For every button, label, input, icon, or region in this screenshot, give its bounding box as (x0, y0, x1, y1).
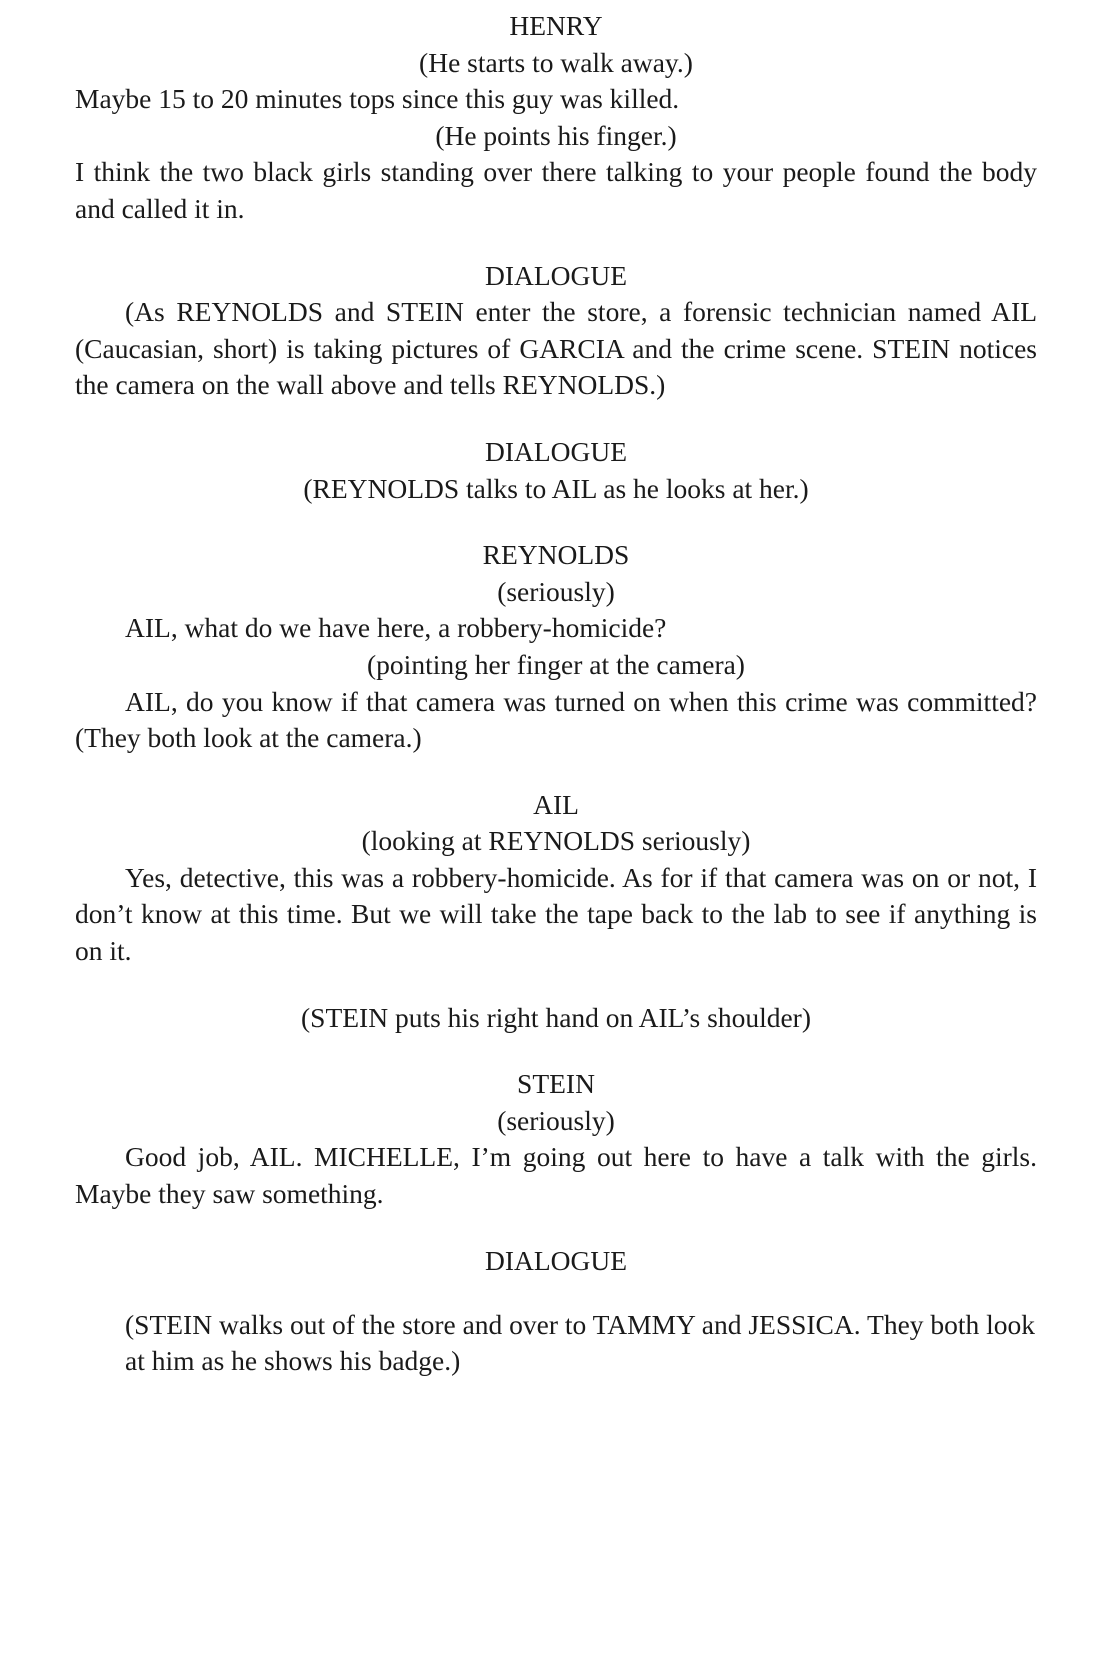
character-name-stein: STEIN (517, 1068, 595, 1100)
dialogue-line: Maybe 15 to 20 minutes tops since this guy was killed. (75, 83, 680, 115)
character-name-henry: HENRY (509, 10, 603, 41)
dialogue-line: AIL, what do we have here, a robbery-homicide? (125, 612, 667, 644)
parenthetical: (pointing her finger at the camera) (367, 648, 745, 680)
spacer (75, 507, 1037, 537)
parenthetical: (seriously) (497, 575, 615, 607)
section-heading-dialogue: DIALOGUE (484, 1244, 628, 1276)
parenthetical: (He starts to walk away.) (419, 46, 693, 78)
script-page (75, 8, 1037, 1407)
spacer (75, 404, 1037, 434)
character-name-ail: AIL (533, 788, 579, 820)
parenthetical: (He points his finger.) (435, 119, 677, 151)
spacer (75, 1036, 1037, 1066)
dialogue-line: I think the two black girls standing over there talking to your people found the body and called it in. (75, 156, 1037, 224)
parenthetical: (seriously) (497, 1104, 615, 1136)
spacer (75, 228, 1037, 258)
action-paragraph: (STEIN walks out of the store and over to TAMMY and JESSICA. They both look at him as he shows his badge.) (125, 1308, 1036, 1377)
action-paragraph: (As REYNOLDS and STEIN enter the store, a forensic technician named AIL (Caucasian, short) is taking pictures of GARCIA and the crime scene. STEIN notices the camera on the wall above and tells REYNOLDS.) (75, 296, 1037, 401)
dialogue-line: Yes, detective, this was a robbery-homicide. As for if that camera was on or not, I don’t know at this time. But we will take the tape back to the lab to see if anything is on it. (75, 861, 1037, 967)
character-name-reynolds: REYNOLDS (482, 539, 630, 571)
spacer (75, 1213, 1037, 1243)
parenthetical: (looking at REYNOLDS seriously) (361, 825, 751, 857)
section-heading-dialogue: DIALOGUE (484, 259, 628, 291)
section-heading-dialogue: DIALOGUE (484, 435, 628, 467)
dialogue-line: AIL, do you know if that camera was turned on when this crime was committed? (They both look at the camera.) (75, 685, 1037, 754)
action-line: (STEIN puts his right hand on AIL’s shoulder) (301, 1001, 811, 1033)
action-line: (REYNOLDS talks to AIL as he looks at her.) (303, 472, 809, 504)
dialogue-line: Good job, AIL. MICHELLE, I’m going out here to have a talk with the girls. Maybe they saw something. (75, 1141, 1037, 1210)
spacer (75, 757, 1037, 787)
spacer (75, 970, 1037, 1000)
